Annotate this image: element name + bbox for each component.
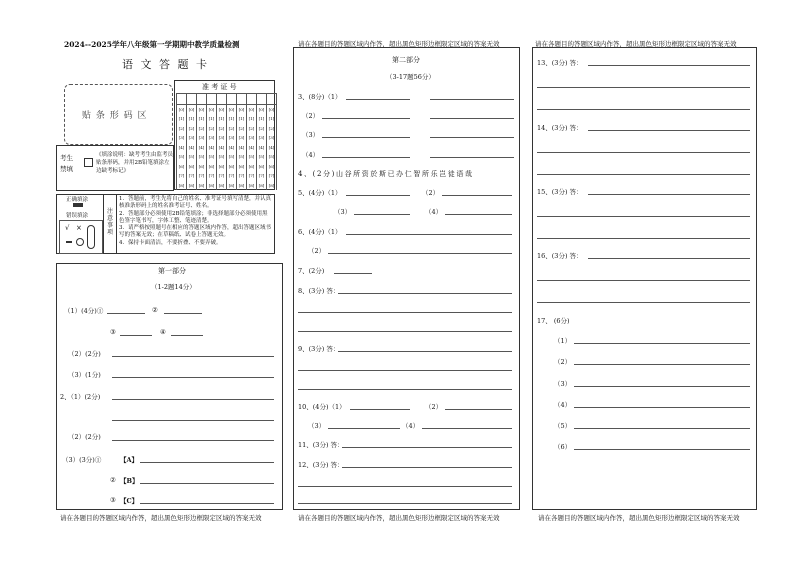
admission-digit-bubble[interactable]: [8] — [197, 181, 207, 191]
answer-line[interactable] — [346, 99, 410, 100]
answer-line[interactable] — [588, 258, 750, 259]
admission-digit-bubble[interactable]: [1] — [197, 114, 207, 124]
notice-label: 注 意 事 项 — [107, 208, 114, 236]
q2-a-label: 【A】 — [120, 456, 139, 464]
admission-digit-bubble[interactable]: [1] — [207, 114, 217, 124]
q3-label: 3、(8分)（1） — [298, 93, 342, 101]
q17-sub-label: （4） — [554, 401, 572, 409]
admission-digit-row — [177, 114, 277, 124]
admission-digit-bubble[interactable]: [6] — [207, 162, 217, 172]
admission-digit-bubble[interactable]: [2] — [237, 124, 247, 134]
answer-line[interactable] — [112, 440, 274, 441]
q17-sub-label: （1） — [554, 337, 572, 345]
admission-digit-bubble[interactable]: [7] — [187, 171, 197, 181]
admission-digit-bubble[interactable]: [7] — [207, 171, 217, 181]
admission-digit-bubble[interactable]: [3] — [227, 133, 237, 143]
answer-line[interactable] — [298, 486, 512, 487]
part2-title: 第二部分 — [392, 56, 420, 64]
answer-line[interactable] — [537, 152, 750, 153]
admission-digit-bubble[interactable]: [4] — [197, 143, 207, 153]
admission-input-cell[interactable] — [177, 94, 187, 105]
answer-line[interactable] — [328, 428, 400, 429]
part2-range: （3-17题56分） — [386, 73, 435, 81]
admission-digit-bubble[interactable]: [7] — [177, 171, 187, 181]
answer-line[interactable] — [537, 280, 750, 281]
admission-digit-bubble[interactable]: [5] — [177, 152, 187, 162]
notice-item: 2．答题部分必须使用2B铅笔填涂；非选择题部分必须使用黑色签字笔书写，字体工整、笔迹清楚。 — [119, 210, 268, 224]
admission-digit-bubble[interactable]: [1] — [267, 114, 277, 124]
answer-line[interactable] — [574, 449, 750, 450]
answer-line[interactable] — [107, 313, 145, 314]
answer-line[interactable] — [140, 503, 274, 504]
admission-digit-bubble[interactable]: [1] — [227, 114, 237, 124]
admission-digit-bubble[interactable]: [2] — [257, 124, 267, 134]
admission-digit-bubble[interactable]: [4] — [207, 143, 217, 153]
admission-digit-row — [177, 104, 277, 114]
admission-digit-bubble[interactable]: [7] — [257, 171, 267, 181]
exam-title: 2024--2025学年八年级第一学期期中教学质量检测 — [64, 40, 240, 49]
answer-line[interactable] — [574, 386, 750, 387]
admission-digit-bubble[interactable]: [2] — [187, 124, 197, 134]
warning-header-2: 请在各题目的答题区域内作答，超出黑色矩形边框限定区域的答案无效 — [298, 40, 500, 48]
q17-sub-label: （6） — [554, 443, 572, 451]
admission-digit-bubble[interactable]: [3] — [207, 133, 217, 143]
part1-box — [56, 263, 283, 510]
admission-digit-bubble[interactable]: [4] — [237, 143, 247, 153]
q8-label: 8、(3分) 答： — [298, 287, 340, 295]
answer-line[interactable] — [537, 87, 750, 88]
answer-line[interactable] — [588, 65, 750, 66]
admission-digit-bubble[interactable]: [3] — [257, 133, 267, 143]
admission-digit-bubble[interactable]: [3] — [197, 133, 207, 143]
admission-digit-bubble[interactable]: [8] — [227, 181, 237, 191]
wrong-fill-circle-icon — [76, 238, 84, 246]
admission-digit-bubble[interactable]: [4] — [247, 143, 257, 153]
q10-sub3-label: （3） — [308, 422, 326, 430]
answer-line[interactable] — [298, 312, 512, 313]
admission-input-cell[interactable] — [257, 94, 267, 105]
admission-digit-bubble[interactable]: [3] — [247, 133, 257, 143]
q17-sub-label: （2） — [554, 358, 572, 366]
admission-digit-bubble[interactable]: [8] — [207, 181, 217, 191]
admission-input-cell[interactable] — [267, 94, 277, 105]
answer-line[interactable] — [140, 462, 274, 463]
admission-digit-bubble[interactable]: [0] — [177, 104, 187, 114]
correct-fill-sample — [73, 203, 83, 207]
part1-title: 第一部分 — [158, 267, 186, 275]
admission-digit-bubble[interactable]: [4] — [257, 143, 267, 153]
q16-label: 16、(3分) 答： — [537, 252, 583, 260]
admission-digit-bubble[interactable]: [0] — [247, 104, 257, 114]
answer-line[interactable] — [574, 343, 750, 344]
admission-digit-row — [177, 133, 277, 143]
admission-digit-bubble[interactable]: [5] — [217, 152, 227, 162]
answer-line[interactable] — [537, 174, 750, 175]
warning-header-3: 请在各题目的答题区域内作答，超出黑色矩形边框限定区域的答案无效 — [535, 40, 737, 48]
admission-digit-bubble[interactable]: [0] — [237, 104, 247, 114]
admission-digit-bubble[interactable]: [8] — [237, 181, 247, 191]
admission-digit-bubble[interactable]: [3] — [217, 133, 227, 143]
q9-label: 9、(3分) 答： — [298, 345, 340, 353]
q17-sub-label: （5） — [554, 422, 572, 430]
answer-line[interactable] — [430, 118, 514, 119]
admission-digit-bubble[interactable]: [0] — [257, 104, 267, 114]
part3-box — [532, 47, 757, 510]
admission-input-cell[interactable] — [247, 94, 257, 105]
admission-digit-bubble[interactable]: [7] — [267, 171, 277, 181]
q6-label: 6、(4分)（1） — [298, 228, 342, 236]
q1-2-label: ② — [152, 306, 158, 314]
q14-label: 14、(3分) 答： — [537, 124, 583, 132]
q2-c-label: 【C】 — [120, 497, 139, 505]
admission-input-cell[interactable] — [217, 94, 227, 105]
admission-digit-bubble[interactable]: [1] — [177, 114, 187, 124]
admission-input-cell[interactable] — [227, 94, 237, 105]
notices-list — [119, 196, 273, 247]
admission-input-cell[interactable] — [237, 94, 247, 105]
answer-line[interactable] — [171, 335, 203, 336]
wrong-fill-check-icon: √ — [65, 224, 70, 232]
admission-digit-bubble[interactable]: [0] — [197, 104, 207, 114]
absent-note: 《填涂说明：缺考考生由监考员贴条形码，并用2B铅笔填涂左边缺考标记》 — [96, 152, 174, 174]
admission-digit-bubble[interactable]: [5] — [197, 152, 207, 162]
wrong-fill-label: 错误填涂 — [66, 213, 89, 219]
admission-digit-bubble[interactable]: [7] — [217, 171, 227, 181]
q1-sub3-label: （3）(1分) — [68, 371, 101, 379]
admission-digit-bubble[interactable]: [8] — [267, 181, 277, 191]
q10-sub2-label: （2） — [425, 403, 443, 411]
admission-digit-bubble[interactable]: [4] — [177, 143, 187, 153]
admission-digit-row — [177, 143, 277, 153]
admission-digit-bubble[interactable]: [2] — [247, 124, 257, 134]
answer-line[interactable] — [342, 447, 512, 448]
q1-label: （1）(4分)① — [64, 307, 104, 315]
answer-line[interactable] — [112, 420, 274, 421]
answer-line[interactable] — [164, 313, 202, 314]
answer-line[interactable] — [338, 293, 512, 294]
admission-digit-bubble[interactable]: [6] — [237, 162, 247, 172]
q4-label: 4、(2分)山谷所资於斯已办仁智所乐岂徒语哉 — [298, 170, 474, 178]
q3-sub4-label: （4） — [302, 151, 320, 159]
admission-input-cell[interactable] — [197, 94, 207, 105]
q2-b-num: ② — [110, 476, 116, 484]
admission-digit-bubble[interactable]: [0] — [217, 104, 227, 114]
q15-label: 15、(3分) 答： — [537, 188, 583, 196]
answer-line[interactable] — [574, 407, 750, 408]
answer-line[interactable] — [430, 99, 514, 100]
admission-digit-bubble[interactable]: [1] — [237, 114, 247, 124]
answer-line[interactable] — [298, 389, 512, 390]
answer-line[interactable] — [445, 214, 512, 215]
admission-digit-bubble[interactable]: [4] — [227, 143, 237, 153]
notice-item: 4．保持卡面清洁，不要折叠、不要弄破。 — [119, 239, 222, 246]
q10-label: 10、(4分)（1） — [298, 403, 346, 411]
q6-sub2-label: （2） — [308, 247, 326, 255]
answer-line[interactable] — [322, 157, 410, 158]
admission-digit-bubble[interactable]: [1] — [217, 114, 227, 124]
q5-sub2-label: （2） — [422, 189, 440, 197]
answer-line[interactable] — [537, 302, 750, 303]
absent-label: 考生 禁填 — [60, 154, 73, 173]
answer-line[interactable] — [574, 428, 750, 429]
part1-range: （1-2题14分） — [151, 283, 196, 291]
answer-line[interactable] — [430, 157, 514, 158]
admission-digit-bubble[interactable]: [0] — [187, 104, 197, 114]
q2-b-label: 【B】 — [120, 477, 139, 485]
admission-digit-bubble[interactable]: [6] — [197, 162, 207, 172]
answer-line[interactable] — [537, 109, 750, 110]
q5-sub4-label: （4） — [425, 208, 443, 216]
wrong-fill-dash-icon — [66, 241, 72, 243]
admission-digit-bubble[interactable]: [1] — [257, 114, 267, 124]
admission-digit-bubble[interactable]: [7] — [247, 171, 257, 181]
admission-digit-bubble[interactable]: [3] — [177, 133, 187, 143]
q17-label: 17、 (6分) — [537, 317, 570, 325]
admission-digit-bubble[interactable]: [6] — [267, 162, 277, 172]
answer-line[interactable] — [430, 137, 514, 138]
admission-digit-bubble[interactable]: [2] — [227, 124, 237, 134]
q2-label: 2、（1）(2分) — [60, 393, 101, 401]
admission-input-row — [177, 94, 277, 105]
admission-digit-row — [177, 162, 277, 172]
answer-line[interactable] — [346, 234, 512, 235]
admission-digit-bubble[interactable]: [1] — [187, 114, 197, 124]
admission-input-cell[interactable] — [187, 94, 197, 105]
admission-digit-bubble[interactable]: [6] — [217, 162, 227, 172]
warning-footer-3: 请在各题目的答题区域内作答，超出黑色矩形边框限定区域的答案无效 — [538, 514, 740, 522]
answer-line[interactable] — [574, 364, 750, 365]
q17-sub-label: （3） — [554, 380, 572, 388]
admission-digit-bubble[interactable]: [2] — [217, 124, 227, 134]
q2-sub2-label: （2）(2分) — [68, 433, 101, 441]
admission-digit-row — [177, 152, 277, 162]
admission-digit-bubble[interactable]: [2] — [207, 124, 217, 134]
admission-digit-bubble[interactable]: [7] — [237, 171, 247, 181]
answer-line[interactable] — [338, 351, 512, 352]
answer-line[interactable] — [334, 273, 372, 274]
q2-sub3-label: （3）(3分)① — [62, 456, 102, 464]
wrong-fill-samples — [59, 220, 103, 254]
admission-digit-bubble[interactable]: [0] — [207, 104, 217, 114]
absent-checkbox[interactable] — [84, 158, 93, 167]
answer-line[interactable] — [537, 238, 750, 239]
q3-sub2-label: （2） — [302, 112, 320, 120]
admission-number-label: 准 考 证 号 — [202, 83, 237, 91]
notice-item: 3．请严格按照题号在相应的答题区域内作答，超出答题区域书写的答案无效；在草稿纸、试卷上答题无效。 — [119, 225, 272, 239]
admission-digit-bubble[interactable]: [5] — [207, 152, 217, 162]
q13-label: 13、(3分) 答： — [537, 59, 583, 67]
admission-digit-bubble[interactable]: [7] — [227, 171, 237, 181]
answer-line[interactable] — [350, 409, 410, 410]
answer-line[interactable] — [354, 214, 410, 215]
admission-digit-bubble[interactable]: [2] — [197, 124, 207, 134]
admission-digit-bubble[interactable]: [0] — [227, 104, 237, 114]
q1-sub2-label: （2）(2分) — [68, 350, 101, 358]
admission-digit-bubble[interactable]: [8] — [257, 181, 267, 191]
answer-line[interactable] — [588, 130, 750, 131]
admission-digit-bubble[interactable]: [5] — [247, 152, 257, 162]
answer-line[interactable] — [298, 503, 512, 504]
answer-line[interactable] — [112, 356, 274, 357]
admission-digit-bubble[interactable]: [6] — [227, 162, 237, 172]
admission-digit-bubble[interactable]: [7] — [197, 171, 207, 181]
answer-line[interactable] — [342, 467, 512, 468]
admission-digit-bubble[interactable]: [6] — [257, 162, 267, 172]
q5-label: 5、(4分)（1） — [298, 189, 342, 197]
answer-line[interactable] — [346, 195, 410, 196]
admission-digit-bubble[interactable]: [6] — [177, 162, 187, 172]
q1-3-label: ③ — [110, 328, 116, 336]
admission-digit-row — [177, 171, 277, 181]
q1-4-label: ④ — [160, 328, 166, 336]
admission-digit-bubble[interactable]: [1] — [247, 114, 257, 124]
q5-sub3-label: （3） — [334, 208, 352, 216]
answer-line[interactable] — [120, 335, 152, 336]
wrong-fill-cross-icon: × — [76, 224, 82, 232]
answer-line[interactable] — [322, 118, 410, 119]
admission-number-grid[interactable] — [176, 93, 277, 190]
warning-footer-1: 请在各题目的答题区域内作答，超出黑色矩形边框限定区域的答案无效 — [60, 514, 262, 522]
answer-line[interactable] — [140, 483, 274, 484]
admission-digit-row — [177, 124, 277, 134]
admission-digit-bubble[interactable]: [0] — [267, 104, 277, 114]
q2-c-num: ③ — [110, 496, 116, 504]
fill-instruction-divider — [103, 194, 104, 254]
q12-label: 12、(3分) 答： — [298, 461, 344, 469]
answer-line[interactable] — [112, 399, 274, 400]
sheet-subtitle: 语 文 答 题 卡 — [122, 58, 209, 71]
wrong-fill-ellipse-icon — [87, 225, 95, 249]
admission-digit-bubble[interactable]: [2] — [267, 124, 277, 134]
q7-label: 7、(2分) — [298, 267, 325, 275]
admission-digit-bubble[interactable]: [5] — [257, 152, 267, 162]
admission-digit-bubble[interactable]: [4] — [187, 143, 197, 153]
fill-notice-divider — [116, 194, 117, 254]
answer-line[interactable] — [537, 216, 750, 217]
admission-digit-bubble[interactable]: [6] — [187, 162, 197, 172]
admission-digit-bubble[interactable]: [5] — [187, 152, 197, 162]
admission-digit-bubble[interactable]: [5] — [227, 152, 237, 162]
admission-digit-bubble[interactable]: [8] — [217, 181, 227, 191]
answer-line[interactable] — [298, 370, 512, 371]
warning-footer-2: 请在各题目的答题区域内作答，超出黑色矩形边框限定区域的答案无效 — [298, 514, 500, 522]
admission-digit-bubble[interactable]: [3] — [237, 133, 247, 143]
admission-digit-bubble[interactable]: [6] — [247, 162, 257, 172]
answer-line[interactable] — [422, 428, 512, 429]
answer-line[interactable] — [442, 195, 512, 196]
correct-fill-label: 正确填涂 — [66, 197, 89, 203]
answer-line[interactable] — [322, 137, 410, 138]
admission-digit-bubble[interactable]: [4] — [267, 143, 277, 153]
answer-line[interactable] — [588, 194, 750, 195]
q10-sub4-label: （4） — [402, 422, 420, 430]
admission-digit-bubble[interactable]: [5] — [267, 152, 277, 162]
q3-sub3-label: （3） — [302, 131, 320, 139]
notice-item: 1．答题前，考生先将自己的姓名、准考证号填写清楚，并认真核准条形码上的姓名准考证号、姓名。 — [119, 196, 272, 210]
admission-digit-row — [177, 181, 277, 191]
q11-label: 11、(3分) 答： — [298, 441, 344, 449]
admission-input-cell[interactable] — [207, 94, 217, 105]
answer-line[interactable] — [445, 409, 512, 410]
admission-digit-bubble[interactable]: [5] — [237, 152, 247, 162]
admission-digit-bubble[interactable]: [2] — [177, 124, 187, 134]
answer-line[interactable] — [112, 377, 274, 378]
barcode-zone-label: 贴 条 形 码 区 — [82, 111, 148, 121]
admission-digit-bubble[interactable]: [8] — [177, 181, 187, 191]
admission-digit-bubble[interactable]: [8] — [247, 181, 257, 191]
admission-digit-bubble[interactable]: [8] — [187, 181, 197, 191]
answer-line[interactable] — [298, 331, 512, 332]
admission-digit-bubble[interactable]: [3] — [187, 133, 197, 143]
admission-digit-bubble[interactable]: [4] — [217, 143, 227, 153]
admission-digit-bubble[interactable]: [3] — [267, 133, 277, 143]
answer-line[interactable] — [328, 253, 512, 254]
